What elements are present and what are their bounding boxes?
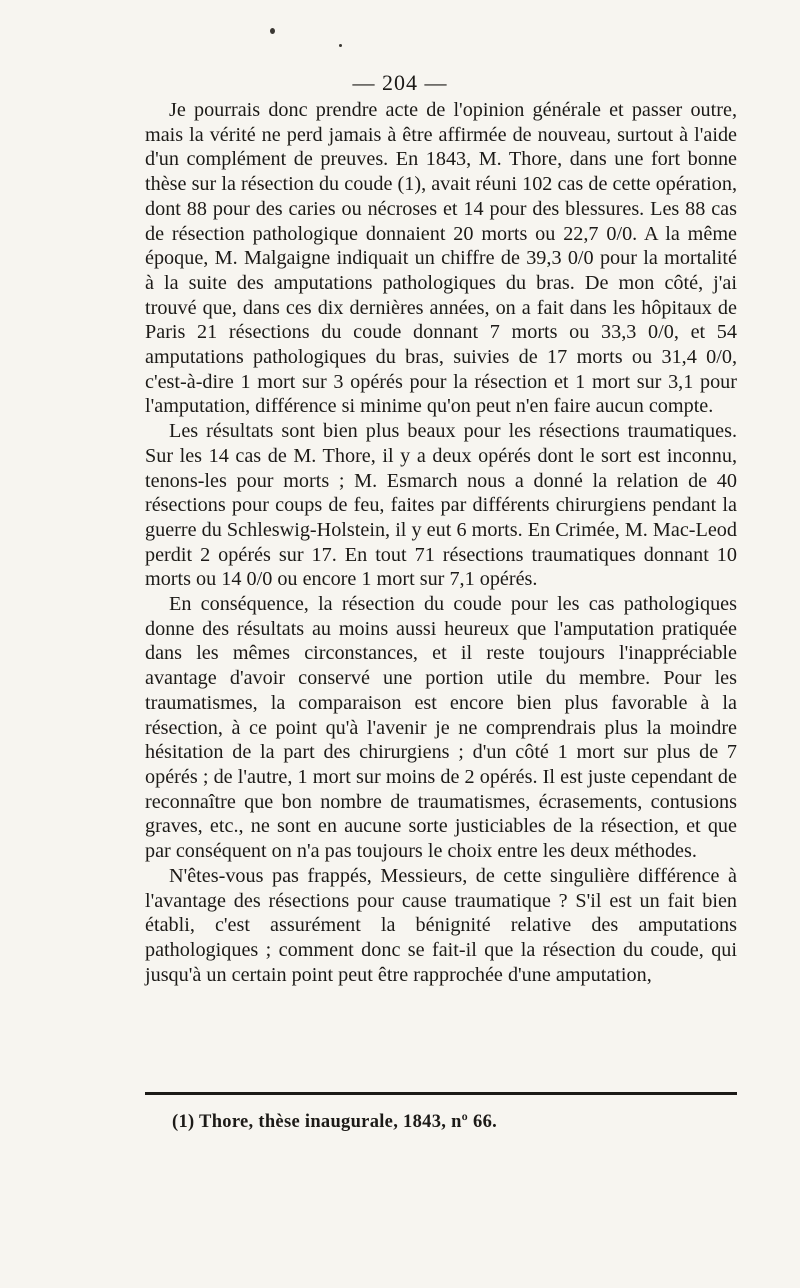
body-text: [145, 98, 737, 987]
paragraph-1: Je pourrais donc prendre acte de l'opinion générale et passer outre, mais la vérité ne perd jamais à être affirmée de nouveau, surtout à l'aide d'un complément de preuves. En 1843, M. Thore, dans une fort bonne thèse sur la résection du coude (1), avait réuni 102 cas de cette opération, dont 88 pour des caries ou nécroses et 14 pour des blessures. Les 88 cas de résection pathologique donnaient 20 morts ou 22,7 0/0. A la même époque, M. Malgaigne indiquait un chiffre de 39,3 0/0 pour la mortalité à la suite des amputations pathologiques du bras. De mon côté, j'ai trouvé que, dans ces dix dernières années, on a fait dans les hôpitaux de Paris 21 résections du coude donnant 7 morts ou 33,3 0/0, et 54 amputations pathologiques du bras, suivies de 17 morts ou 31,4 0/0, c'est-à-dire 1 mort sur 3 opérés pour la résection et 1 mort sur 3,1 pour l'amputation, différence si minime qu'on peut n'en faire aucun compte.: [145, 99, 737, 418]
footnote: (1) Thore, thèse inaugurale, 1843, nº 66.: [172, 1112, 498, 1132]
paragraph-2: Les résultats sont bien plus beaux pour les résections traumatiques. Sur les 14 cas de M. Thore, il y a deux opérés dont le sort est inconnu, tenons-les pour morts ; M. Esmarch nous a donné la relation de 40 résections pour coups de feu, faites par différents chirurgiens pendant la guerre du Schleswig-Holstein, il y eut 6 morts. En Crimée, M. Mac-Leod perdit 2 opérés sur 17. En tout 71 résections traumatiques donnant 10 morts ou 14 0/0 ou encore 1 mort sur 7,1 opérés.: [145, 420, 737, 591]
page-number: — 204 —: [352, 70, 448, 95]
paragraph-3: En conséquence, la résection du coude pour les cas pathologiques donne des résultats au moins aussi heureux que l'amputation pratiquée dans les mêmes circonstances, et il reste toujours l'inappréciable avantage d'avoir conservé une portion utile du membre. Pour les traumatismes, la comparaison est encore bien plus favorable à la résection, à ce point qu'à l'avenir je ne comprendrais plus la moindre hésitation de la part des chirurgiens ; d'un côté 1 mort sur plus de 7 opérés ; de l'autre, 1 mort sur moins de 2 opérés. Il est juste cependant de reconnaître que bon nombre de traumatismes, écrasements, contusions graves, etc., ne sont en aucune sorte justiciables de la résection, et que par conséquent on n'a pas toujours le choix entre les deux méthodes.: [145, 593, 737, 863]
footnote-divider: [145, 1092, 737, 1095]
paragraph-4: N'êtes-vous pas frappés, Messieurs, de cette singulière différence à l'avantage des résections pour cause traumatique ? S'il est un fait bien établi, c'est assurément la bénignité relative des amputations pathologiques ; comment donc se fait-il que la résection du coude, qui jusqu'à un certain point peut être rapprochée d'une amputation,: [145, 864, 737, 986]
print-speck: [339, 44, 342, 47]
print-speck: [270, 28, 275, 34]
